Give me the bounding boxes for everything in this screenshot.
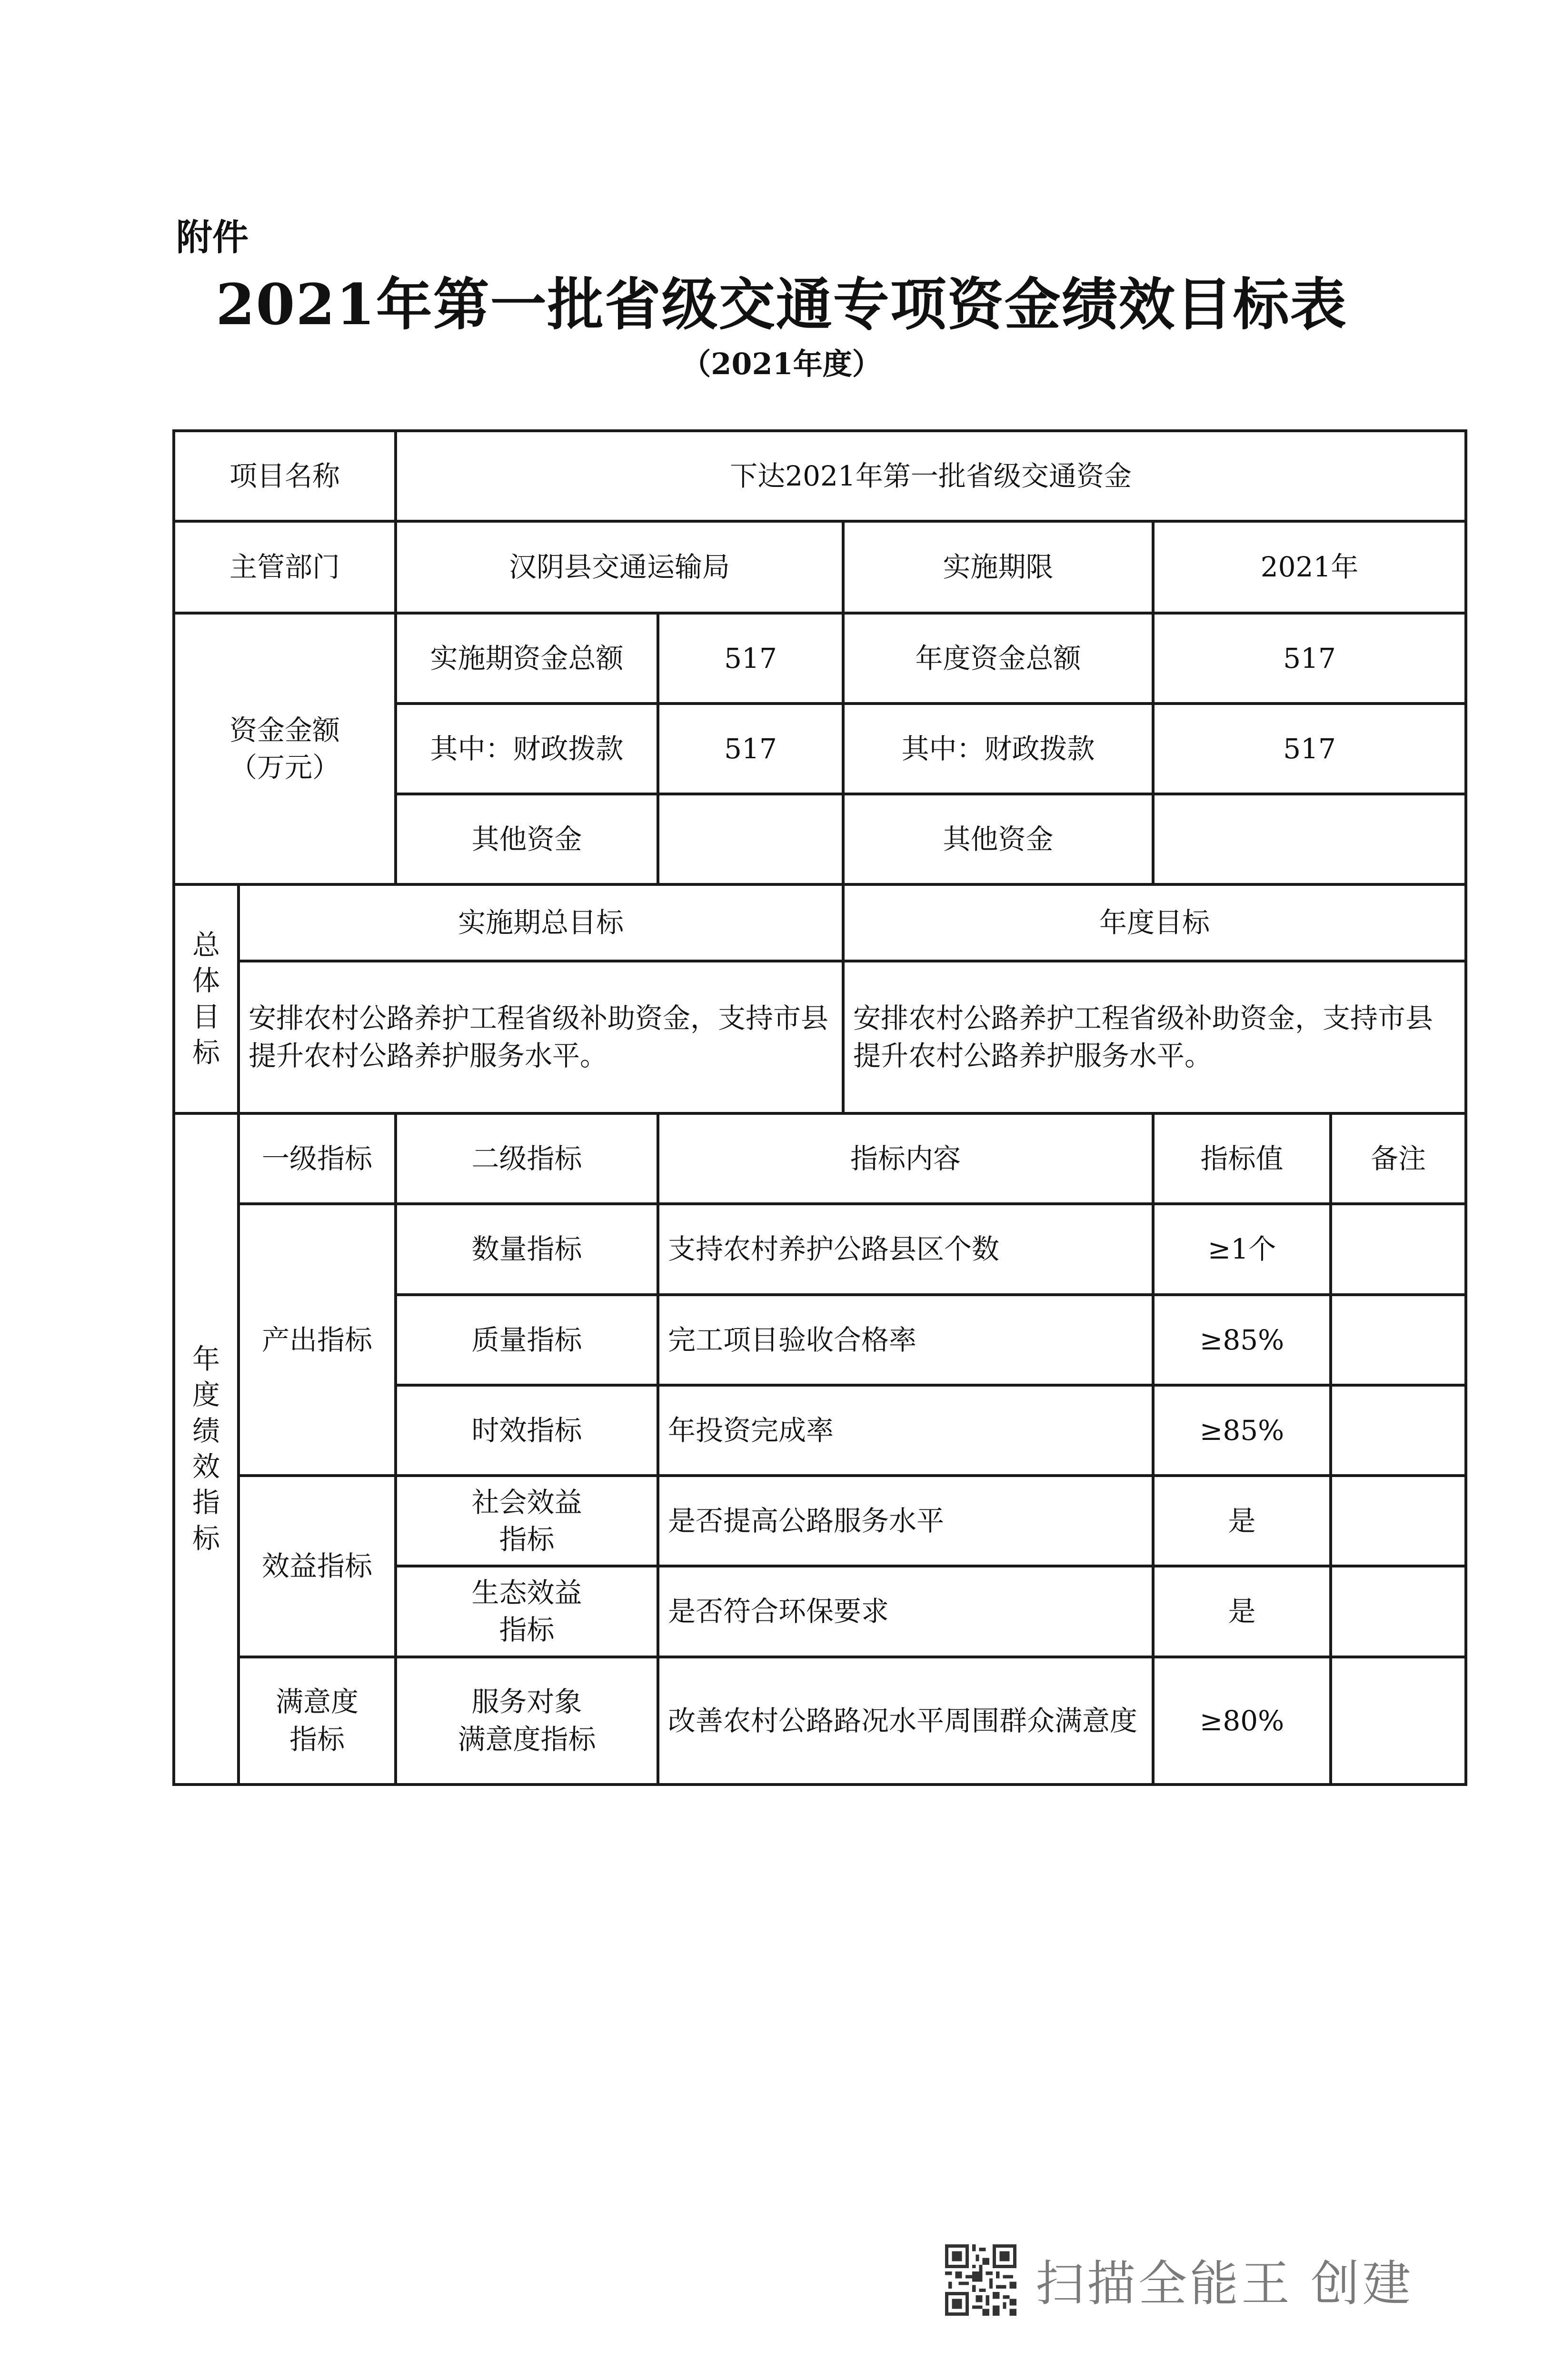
output-indicator-label: 产出指标 <box>239 1204 396 1476</box>
indicator-value: ≥85% <box>1153 1295 1331 1385</box>
indicator-content: 年投资完成率 <box>658 1385 1153 1476</box>
attachment-label: 附件 <box>176 216 249 258</box>
other-funds-value-period <box>658 794 843 884</box>
indicator-remark <box>1331 1657 1466 1785</box>
header-remark: 备注 <box>1331 1113 1466 1204</box>
indicator-content: 是否符合环保要求 <box>658 1566 1153 1656</box>
annual-indicator-label <box>174 1113 239 1785</box>
fiscal-label-period: 其中：财政拨款 <box>396 704 658 794</box>
indicator-value: ≥1个 <box>1153 1204 1331 1294</box>
indicator-remark <box>1331 1204 1466 1294</box>
indicator-value: 是 <box>1153 1566 1331 1656</box>
indicator-value: ≥85% <box>1153 1385 1331 1476</box>
benefit-indicator-label: 效益指标 <box>239 1476 396 1657</box>
document-subtitle: （2021年度） <box>681 347 882 381</box>
indicator-remark <box>1331 1385 1466 1476</box>
dept-value: 汉阴县交通运输局 <box>396 521 843 613</box>
annual-goal-text: 安排农村公路养护工程省级补助资金，支持市县提升农村公路养护服务水平。 <box>843 961 1466 1113</box>
header-content: 指标内容 <box>658 1113 1153 1204</box>
indicator-level2: 服务对象 满意度指标 <box>396 1657 658 1785</box>
annual-indicator-label-text: 年度绩效指标 <box>192 1342 220 1555</box>
header-value: 指标值 <box>1153 1113 1331 1204</box>
satisfaction-indicator-label: 满意度 指标 <box>239 1657 396 1785</box>
indicator-value: 是 <box>1153 1476 1331 1566</box>
indicator-level2: 社会效益 指标 <box>396 1476 658 1566</box>
period-goal-text: 安排农村公路养护工程省级补助资金，支持市县提升农村公路养护服务水平。 <box>239 961 843 1113</box>
qr-code-icon <box>945 2244 1016 2316</box>
header-level1: 一级指标 <box>239 1113 396 1204</box>
other-funds-value-annual <box>1153 794 1466 884</box>
indicator-level2: 数量指标 <box>396 1204 658 1294</box>
period-goal-header: 实施期总目标 <box>239 884 843 961</box>
indicator-remark <box>1331 1566 1466 1656</box>
performance-target-table <box>172 429 1467 1786</box>
overall-goal-label <box>174 884 239 1113</box>
period-label: 实施期限 <box>843 521 1153 613</box>
indicator-remark <box>1331 1295 1466 1385</box>
indicator-level2: 时效指标 <box>396 1385 658 1476</box>
overall-goal-label-text: 总体目标 <box>192 928 220 1069</box>
other-funds-label-annual: 其他资金 <box>843 794 1153 884</box>
other-funds-label-period: 其他资金 <box>396 794 658 884</box>
fiscal-label-annual: 其中：财政拨款 <box>843 704 1153 794</box>
indicator-content: 是否提高公路服务水平 <box>658 1476 1153 1566</box>
indicator-level2: 生态效益 指标 <box>396 1566 658 1656</box>
indicator-content: 完工项目验收合格率 <box>658 1295 1153 1385</box>
fiscal-value-annual: 517 <box>1153 704 1466 794</box>
funds-label: 资金金额 （万元） <box>174 613 396 885</box>
project-name-label: 项目名称 <box>174 431 396 521</box>
indicator-value: ≥80% <box>1153 1657 1331 1785</box>
indicator-content: 支持农村养护公路县区个数 <box>658 1204 1153 1294</box>
document-title: 2021年第一批省级交通专项资金绩效目标表 <box>216 271 1347 337</box>
total-period-value: 517 <box>658 613 843 704</box>
project-name-value: 下达2021年第一批省级交通资金 <box>396 431 1466 521</box>
total-period-label: 实施期资金总额 <box>396 613 658 704</box>
scanner-watermark <box>945 2244 1414 2316</box>
indicator-level2: 质量指标 <box>396 1295 658 1385</box>
annual-goal-header: 年度目标 <box>843 884 1466 961</box>
indicator-content: 改善农村公路路况水平周围群众满意度 <box>658 1657 1153 1785</box>
dept-label: 主管部门 <box>174 521 396 613</box>
annual-total-value: 517 <box>1153 613 1466 704</box>
indicator-remark <box>1331 1476 1466 1566</box>
annual-total-label: 年度资金总额 <box>843 613 1153 704</box>
header-level2: 二级指标 <box>396 1113 658 1204</box>
period-value: 2021年 <box>1153 521 1466 613</box>
scanner-brand-text: 扫描全能王 创建 <box>1035 2256 1414 2312</box>
fiscal-value-period: 517 <box>658 704 843 794</box>
